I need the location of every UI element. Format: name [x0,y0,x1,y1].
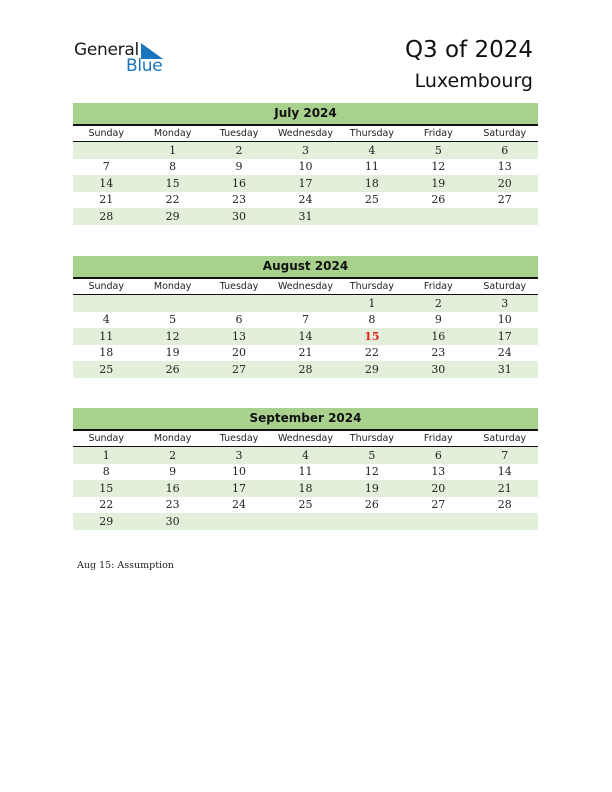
day-cell: 13 [206,328,272,345]
day-cell: 30 [405,361,471,378]
calendar-grid [73,279,538,378]
weekday-label: Monday [139,431,205,447]
weekday-label: Wednesday [272,279,338,295]
page-title: Q3 of 2024 [404,37,533,63]
empty-day-cell [139,295,205,312]
day-cell: 20 [472,175,538,192]
logo-word-blue: Blue [126,56,163,76]
day-cell: 25 [298,498,313,512]
day-cell: 3 [206,447,272,464]
day-cell: 30 [139,513,205,530]
month-title: July 2024 [73,103,538,126]
month-title: August 2024 [73,256,538,279]
day-cell: 30 [206,208,272,225]
day-cell: 21 [99,193,114,207]
week-row [73,295,538,312]
day-cell: 7 [102,160,110,174]
day-cell: 20 [232,346,247,360]
day-cell: 3 [472,295,538,312]
week-row [73,208,538,225]
weekday-label: Saturday [472,279,538,295]
day-cell: 27 [206,361,272,378]
day-cell: 12 [364,465,379,479]
empty-day-cell [206,295,272,312]
day-cell: 24 [497,346,512,360]
empty-day-cell [73,142,139,159]
month-title: September 2024 [73,408,538,431]
day-cell: 18 [272,480,338,497]
week-row [73,345,538,362]
logo [74,40,174,80]
day-cell: 17 [272,175,338,192]
empty-day-cell [206,513,272,530]
day-cell: 23 [232,193,247,207]
calendar-grid [73,126,538,225]
day-cell: 23 [165,498,180,512]
day-cell: 21 [472,480,538,497]
empty-day-cell [472,208,538,225]
empty-day-cell [472,513,538,530]
day-cell: 20 [405,480,471,497]
weekday-label: Wednesday [272,431,338,447]
day-cell: 9 [235,160,243,174]
day-cell: 2 [139,447,205,464]
weekday-label: Friday [405,126,471,142]
week-row [73,312,538,329]
day-cell: 5 [405,142,471,159]
day-cell: 27 [431,498,446,512]
day-cell: 22 [364,346,379,360]
weekday-header-row [73,279,538,295]
day-cell: 14 [272,328,338,345]
day-cell: 15 [139,175,205,192]
day-cell: 16 [405,328,471,345]
day-cell: 17 [472,328,538,345]
day-cell: 8 [368,313,376,327]
weekday-label: Sunday [73,126,139,142]
day-cell: 10 [232,465,247,479]
day-cell: 26 [139,361,205,378]
empty-day-cell [339,208,405,225]
weekday-header-row [73,126,538,142]
week-row [73,328,538,345]
day-cell: 4 [339,142,405,159]
day-cell: 4 [102,313,110,327]
weekday-label: Sunday [73,279,139,295]
empty-day-cell [272,513,338,530]
week-row [73,447,538,464]
week-row [73,497,538,514]
weekday-label: Sunday [73,431,139,447]
day-cell: 25 [364,193,379,207]
day-cell: 26 [364,498,379,512]
day-cell: 10 [497,313,512,327]
day-cell: 1 [139,142,205,159]
month-calendar-july [73,103,538,225]
month-calendar-august [73,256,538,378]
day-cell: 31 [272,208,338,225]
day-cell: 29 [73,513,139,530]
weekday-label: Thursday [339,126,405,142]
day-cell: 11 [364,160,379,174]
empty-day-cell [405,513,471,530]
day-cell: 28 [272,361,338,378]
holiday-day-cell: 15 [339,328,405,345]
day-cell: 14 [73,175,139,192]
weekday-header-row [73,431,538,447]
day-cell: 23 [431,346,446,360]
day-cell: 2 [405,295,471,312]
day-cell: 21 [298,346,313,360]
empty-day-cell [272,295,338,312]
day-cell: 6 [405,447,471,464]
logo-word-general: General [74,40,139,60]
day-cell: 16 [206,175,272,192]
day-cell: 22 [99,498,114,512]
weekday-label: Tuesday [206,431,272,447]
weekday-label: Wednesday [272,126,338,142]
weekday-label: Thursday [339,431,405,447]
day-cell: 25 [73,361,139,378]
empty-day-cell [73,295,139,312]
day-cell: 19 [405,175,471,192]
day-cell: 19 [339,480,405,497]
day-cell: 29 [339,361,405,378]
day-cell: 18 [339,175,405,192]
day-cell: 12 [431,160,446,174]
empty-day-cell [339,513,405,530]
day-cell: 9 [169,465,177,479]
day-cell: 29 [139,208,205,225]
day-cell: 18 [99,346,114,360]
week-row [73,159,538,176]
day-cell: 28 [497,498,512,512]
weekday-label: Thursday [339,279,405,295]
weekday-label: Tuesday [206,126,272,142]
weekday-label: Tuesday [206,279,272,295]
day-cell: 4 [272,447,338,464]
week-row [73,175,538,192]
day-cell: 8 [169,160,177,174]
week-row [73,513,538,530]
day-cell: 13 [497,160,512,174]
day-cell: 26 [431,193,446,207]
day-cell: 31 [472,361,538,378]
day-cell: 28 [73,208,139,225]
weekday-label: Friday [405,431,471,447]
day-cell: 3 [272,142,338,159]
day-cell: 7 [472,447,538,464]
week-row [73,142,538,159]
day-cell: 2 [206,142,272,159]
weekday-label: Saturday [472,431,538,447]
day-cell: 1 [339,295,405,312]
day-cell: 14 [497,465,512,479]
day-cell: 19 [165,346,180,360]
day-cell: 8 [102,465,110,479]
country-name: Luxembourg [414,70,533,92]
day-cell: 6 [472,142,538,159]
week-row [73,464,538,481]
day-cell: 11 [298,465,313,479]
empty-day-cell [405,208,471,225]
week-row [73,480,538,497]
holiday-note: Aug 15: Assumption [77,560,174,571]
day-cell: 6 [235,313,243,327]
weekday-label: Monday [139,126,205,142]
day-cell: 9 [434,313,442,327]
month-calendar-september [73,408,538,530]
day-cell: 16 [139,480,205,497]
weekday-label: Saturday [472,126,538,142]
day-cell: 27 [497,193,512,207]
day-cell: 1 [73,447,139,464]
weekday-label: Friday [405,279,471,295]
day-cell: 22 [165,193,180,207]
day-cell: 15 [73,480,139,497]
weekday-label: Monday [139,279,205,295]
week-row [73,192,538,209]
day-cell: 10 [298,160,313,174]
day-cell: 7 [301,313,309,327]
day-cell: 24 [298,193,313,207]
calendar-grid [73,431,538,530]
day-cell: 5 [339,447,405,464]
day-cell: 13 [431,465,446,479]
week-row [73,361,538,378]
day-cell: 12 [139,328,205,345]
day-cell: 24 [232,498,247,512]
day-cell: 5 [169,313,177,327]
day-cell: 17 [206,480,272,497]
day-cell: 11 [73,328,139,345]
